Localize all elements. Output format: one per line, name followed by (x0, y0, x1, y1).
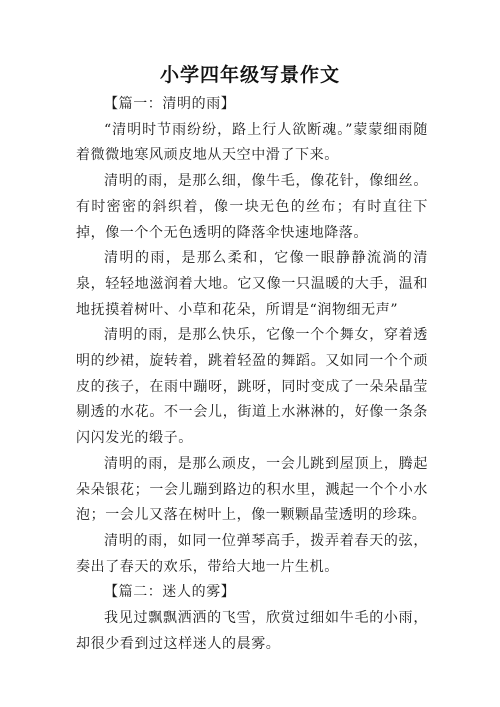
paragraph: 清明的雨，是那么细，像牛毛，像花针，像细丝。有时密密的斜织着，像一块无色的丝布；有时直往下掉，像一个个无色透明的降落伞快速地降落。 (76, 173, 428, 241)
section-heading: 【篇二：迷人的雾】 (104, 584, 236, 601)
paragraph: 我见过飘飘洒洒的飞雪，欣赏过细如牛毛的小雨，却很少看到过这样迷人的晨雾。 (76, 610, 428, 652)
paragraph: 清明的雨，是那么快乐，它像一个个舞女，穿着透明的纱裙，旋转着，跳着轻盈的舞蹈。又如同一个个顽皮的孩子，在雨中蹦呀，跳呀，同时变成了一朵朵晶莹剔透的水花。不一会儿，街道上水淋淋的，好像一条条闪闪发光的缎子。 (76, 327, 428, 447)
paragraph: 清明的雨，如同一位弹琴高手，拨弄着春天的弦，奏出了春天的欢乐，带给大地一片生机。 (76, 532, 428, 575)
paragraph: “清明时节雨纷纷，路上行人欲断魂。”蒙蒙细雨随着微微地寒风顽皮地从天空中滑了下来。 (76, 121, 428, 164)
document-title: 小学四年级写景作文 (159, 64, 340, 86)
section-heading: 【篇一：清明的雨】 (104, 96, 236, 112)
paragraph: 清明的雨，是那么顽皮，一会儿跳到屋顶上，腾起朵朵银花；一会儿蹦到路边的积水里，溅起一个个小水泡；一会儿又落在树叶上，像一颗颗晶莹透明的珍珠。 (76, 455, 428, 524)
paragraph: 清明的雨，是那么柔和，它像一眼静静流淌的清泉，轻轻地滋润着大地。它又像一只温暖的大手，温和地抚摸着树叶、小草和花朵，所谓是“润物细无声” (76, 250, 428, 318)
document-body (76, 92, 428, 657)
